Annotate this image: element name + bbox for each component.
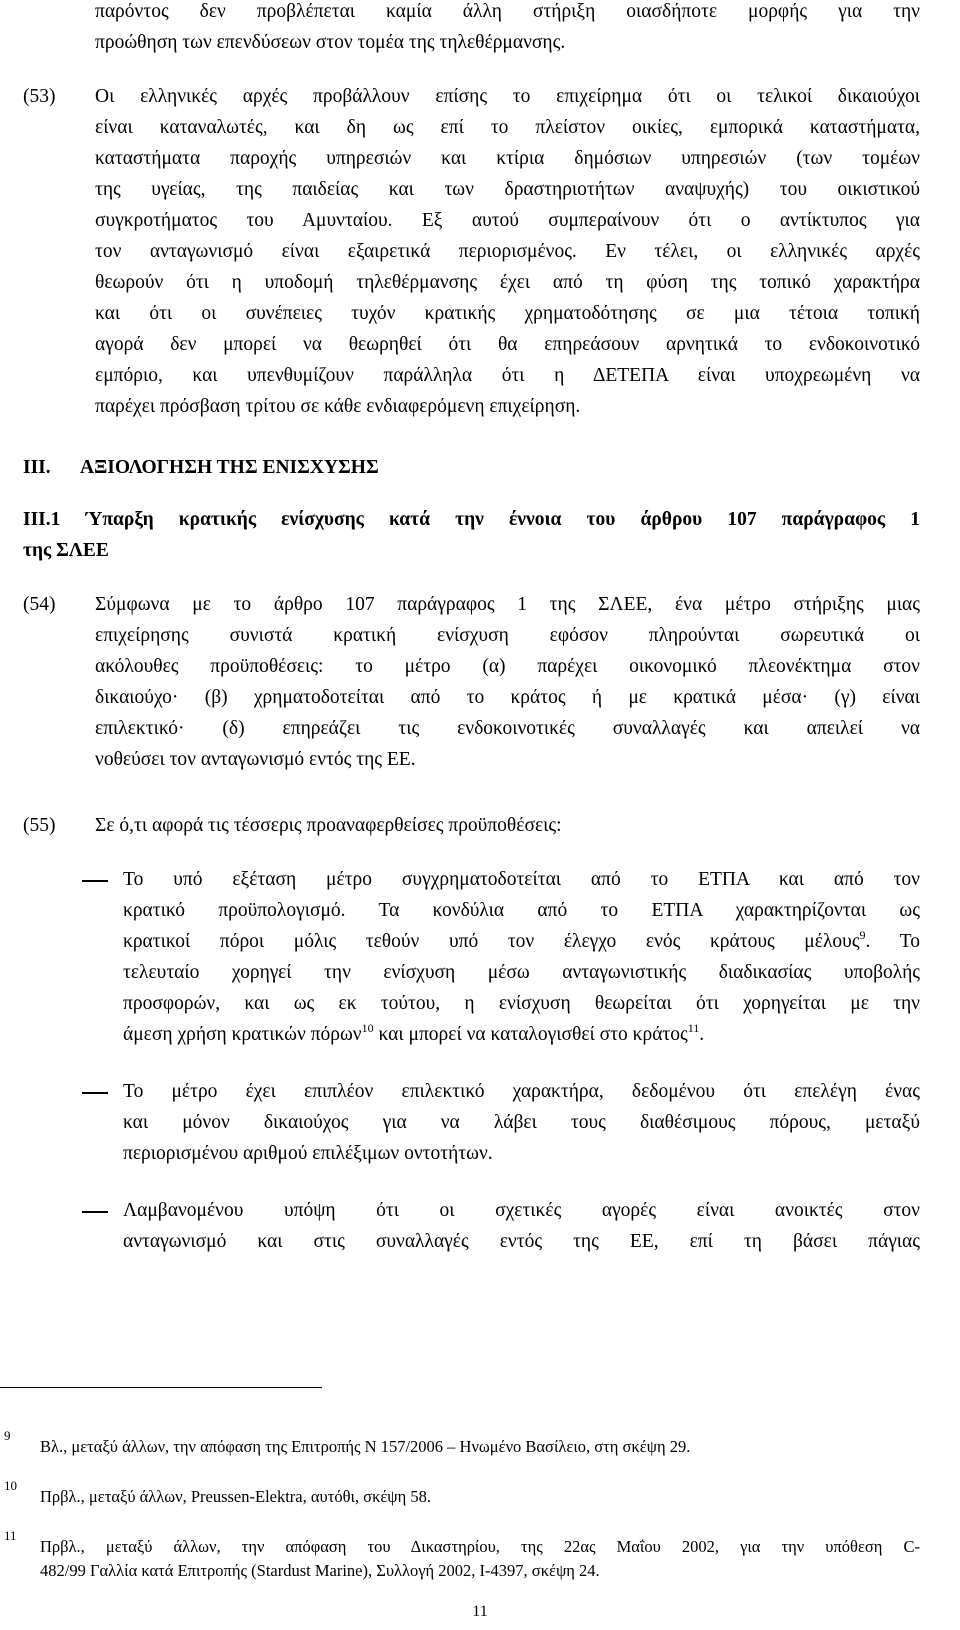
bullet-dash-1 [82,880,108,882]
footnote-ref-10[interactable]: 10 [361,1021,374,1035]
footnote-number-10: 10 [4,1478,17,1493]
carry-line-1: παρόντος δεν προβλέπεται καμία άλλη στήριξη οιασδήποτε μορφής για την [95,1,920,22]
p53-line-6: τον ανταγωνισμό είναι εξαιρετικά περιορισμένος. Εν τέλει, οι ελληνικές αρχές [95,241,920,262]
p53-line-1: Οι ελληνικές αρχές προβάλλουν επίσης το επιχείρημα ότι οι τελικοί δικαιούχοι [95,86,920,107]
footnote-ref-11[interactable]: 11 [687,1021,700,1035]
paragraph-number-54: (54) [23,594,56,615]
p55-b1-line-6: άμεση χρήση κρατικών πόρων$^{10}$ και μπορεί να καταλογισθεί στο κράτος$^{11}$. [123,1021,705,1045]
p53-line-8: και ότι οι συνέπειες τυχόν κρατικής χρηματοδότησης σε μια τέτοια τοπική [95,303,920,324]
p53-line-4: της υγείας, της παιδείας και των δραστηριοτήτων αναψυχής) του οικιστικού [95,179,920,200]
p55-b2-line-2: και μόνον δικαιούχος για να λάβει τους διαθέσιμους πόρους, μεταξύ [123,1112,920,1133]
paragraph-number-55: (55) [23,815,56,836]
p55-b3-line-1: Λαμβανομένου υπόψη ότι οι σχετικές αγορές είναι ανοικτές στον [123,1200,920,1221]
section-number: III. [23,457,51,478]
p54-line-3: ακόλουθες προϋποθέσεις: το μέτρο (α) παρέχει οικονομικό πλεονέκτημα στον [95,656,920,677]
p53-line-2: είναι καταναλωτές, και δη ως επί το πλείστον οικίες, εμπορικά καταστήματα, [95,117,920,138]
p55-b1-line-3: κρατικοί πόροι μόλις τεθούν υπό τον έλεγχο ενός κράτους μέλους$^9$. Το [123,928,920,952]
p55-b2-line-1: Το μέτρο έχει επιπλέον επιλεκτικό χαρακτήρα, δεδομένου ότι επελέγη ένας [123,1081,920,1102]
p54-line-2: επιχείρησης συνιστά κρατική ενίσχυση εφόσον πληρούνται σωρευτικά οι [95,625,920,646]
p54-line-6: νοθεύσει τον ανταγωνισμό εντός της ΕΕ. [95,749,416,770]
carry-line-2: προώθηση των επενδύσεων στον τομέα της τηλεθέρμανσης. [95,32,566,53]
p53-line-9: αγορά δεν μπορεί να θεωρηθεί ότι θα επηρεάσουν αρνητικά το ενδοκοινοτικό [95,334,920,355]
p53-line-7: θεωρούν ότι η υποδομή τηλεθέρμανσης έχει από τη φύση της τοπικό χαρακτήρα [95,272,920,293]
p53-line-5: συγκροτήματος του Αμυνταίου. Εξ αυτού συμπεραίνουν ότι ο αντίκτυπος για [95,210,920,231]
p55-b1-line-4: τελευταίο χορηγεί την ενίσχυση μέσω ανταγωνιστικής διαδικασίας υποβολής [123,962,920,983]
section-title: ΑΞΙΟΛΟΓΗΣΗ ΤΗΣ ΕΝΙΣΧΥΣΗΣ [80,457,379,478]
p53-line-11: παρέχει πρόσβαση τρίτου σε κάθε ενδιαφερόμενη επιχείρηση. [95,396,581,417]
p54-line-5: επιλεκτικό· (δ) επηρεάζει τις ενδοκοινοτικές συναλλαγές και απειλεί να [95,718,920,739]
footnote-11-text-line-1: Πρβλ., μεταξύ άλλων, την απόφαση του Δικαστηρίου, της 22ας Μαΐου 2002, για την υπόθεση C- [40,1537,920,1556]
p55-b2-line-3: περιορισμένου αριθμού επιλέξιμων οντοτήτων. [123,1143,493,1164]
bullet-dash-3 [82,1211,108,1213]
p55-intro: Σε ό,τι αφορά τις τέσσερις προαναφερθείσες προϋποθέσεις: [95,815,562,836]
footnote-separator [0,1387,322,1388]
footnote-number-11: 11 [4,1528,17,1543]
footnote-9-text: Βλ., μεταξύ άλλων, την απόφαση της Επιτροπής Ν 157/2006 – Ηνωμένο Βασίλειο, στη σκέψη 29. [40,1437,691,1456]
subsection-title-line-1: ΙΙΙ.1 Ύπαρξη κρατικής ενίσχυσης κατά την έννοια του άρθρου 107 παράγραφος 1 [23,509,920,530]
footnote-number-9: 9 [4,1428,11,1443]
p53-line-10: εμπόριο, και υπενθυμίζουν παράλληλα ότι η ΔΕΤΕΠΑ είναι υποχρεωμένη να [95,365,920,386]
p53-line-3: καταστήματα παροχής υπηρεσιών και κτίρια δημόσιων υπηρεσιών (των τομέων [95,148,920,169]
subsection-title-line-2: της ΣΛΕΕ [23,540,109,561]
footnote-11-text-line-2: 482/99 Γαλλία κατά Επιτροπής (Stardust Marine), Συλλογή 2002, Ι-4397, σκέψη 24. [40,1561,600,1580]
footnote-ref-9[interactable]: 9 [859,928,866,942]
footnote-10-text: Πρβλ., μεταξύ άλλων, Preussen-Elektra, αυτόθι, σκέψη 58. [40,1487,432,1506]
p55-b1-line-5: προσφορών, και ως εκ τούτου, η ενίσχυση θεωρείται ότι χορηγείται με την [123,993,920,1014]
p55-b3-line-2: ανταγωνισμό και στις συναλλαγές εντός της ΕΕ, επί τη βάσει πάγιας [123,1231,920,1252]
p54-line-1: Σύμφωνα με το άρθρο 107 παράγραφος 1 της ΣΛΕΕ, ένα μέτρο στήριξης μιας [95,594,920,615]
p55-b1-line-2: κρατικό προϋπολογισμό. Τα κονδύλια από το ΕΤΠΑ χαρακτηρίζονται ως [123,900,920,921]
p54-line-4: δικαιούχο· (β) χρηματοδοτείται από το κράτος ή με κρατικά μέσα· (γ) είναι [95,687,920,708]
bullet-dash-2 [82,1092,108,1094]
paragraph-number-53: (53) [23,86,56,107]
page-number: 11 [472,1603,488,1620]
p55-b1-line-1: Το υπό εξέταση μέτρο συγχρηματοδοτείται από το ΕΤΠΑ και από τον [123,869,920,890]
